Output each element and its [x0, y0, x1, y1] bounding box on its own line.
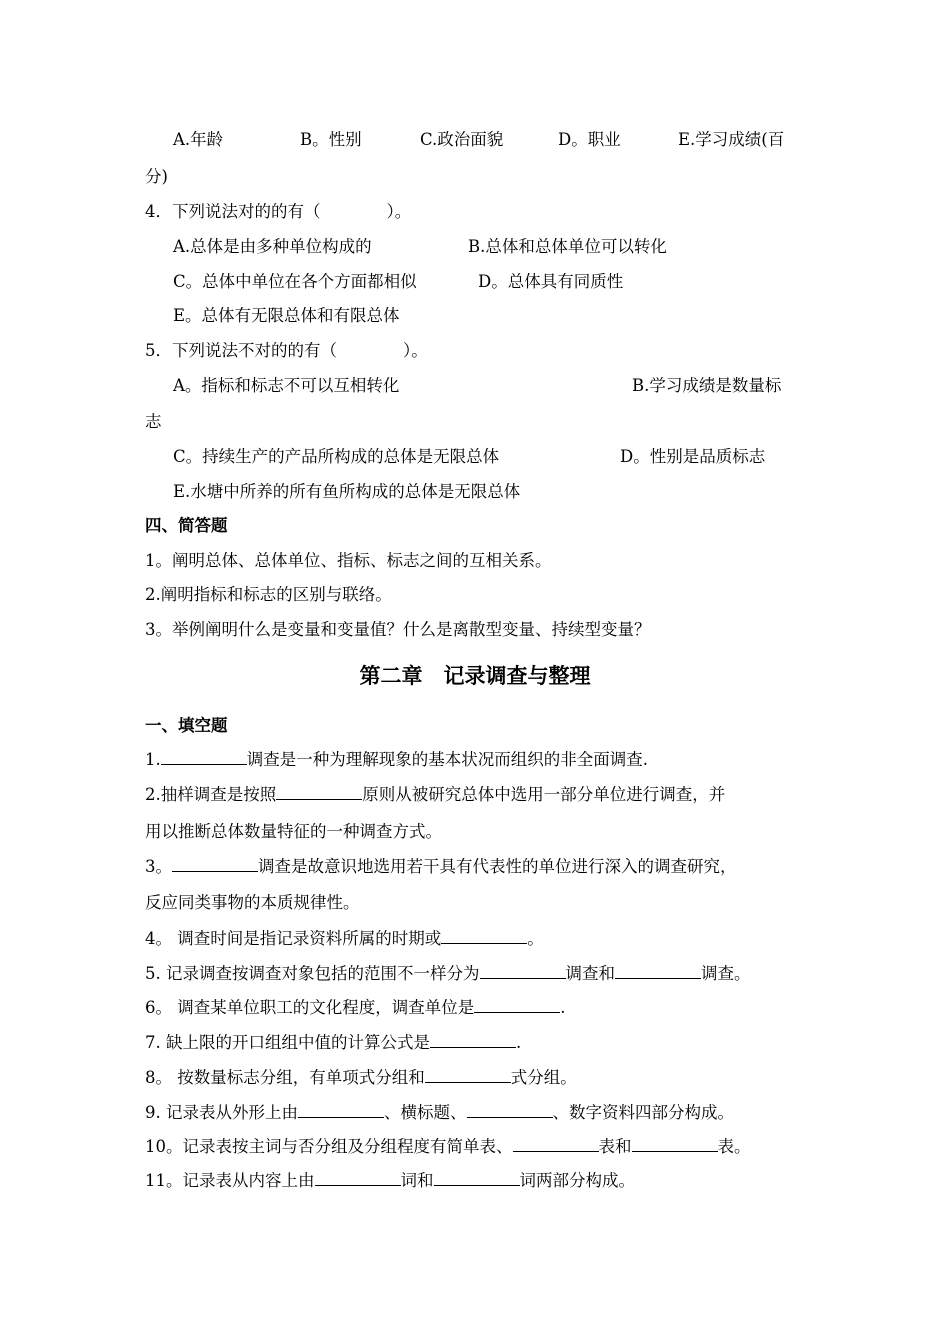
fill-item-10-pre: 10。记录表按主词与否分组及分组程度有简单表、 — [145, 1137, 513, 1156]
fill-item-7-pre: 7. 缺上限的开口组组中值的计算公式是 — [145, 1033, 430, 1052]
fill-item-2-cont: 用以推断总体数量特征的一种调查方式。 — [145, 822, 442, 841]
fill-item-9-post: 、数字资料四部分构成。 — [552, 1103, 734, 1122]
fill-item-11-post: 词两部分构成。 — [519, 1171, 635, 1190]
answer-blank[interactable] — [474, 998, 560, 1013]
fill-item-5-post: 调查。 — [701, 964, 751, 983]
answer-blank[interactable] — [434, 1171, 520, 1186]
q5-option-b-cont: 志 — [145, 412, 162, 431]
fill-item-2-post: 原则从被研究总体中选用一部分单位进行调查，并 — [362, 785, 726, 804]
fill-item-5-mid: 调查和 — [565, 964, 615, 983]
fill-item-4 — [145, 925, 544, 949]
q4-option-b: B.总体和总体单位可以转化 — [468, 237, 667, 256]
fill-item-1-post: 调查是一种为理解现象的基本状况而组织的非全面调查. — [246, 750, 648, 769]
fill-item-6 — [145, 994, 566, 1018]
fill-item-7 — [145, 1029, 521, 1053]
fill-item-3-pre: 3。 — [145, 857, 172, 876]
fill-item-1-pre: 1. — [145, 750, 161, 769]
q5-option-e: E.水塘中所养的所有鱼所构成的总体是无限总体 — [173, 482, 521, 501]
q4-option-e: E。总体有无限总体和有限总体 — [173, 306, 400, 325]
fill-item-9-pre: 9. 记录表从外形上由 — [145, 1103, 298, 1122]
section4-q2: 2.阐明指标和标志的区别与联络。 — [145, 585, 392, 604]
q5-option-a: A。指标和标志不可以互相转化 — [173, 376, 400, 395]
fill-item-6-pre: 6。 调查某单位职工的文化程度，调查单位是 — [145, 998, 475, 1017]
fill-item-6-post: . — [560, 998, 566, 1017]
q3-option-c: C.政治面貌 — [420, 130, 504, 149]
fill-item-8-post: 式分组。 — [510, 1068, 577, 1087]
chapter-title: 第二章 记录调查与整理 — [359, 663, 591, 688]
section4-q3: 3。举例阐明什么是变量和变量值？什么是离散型变量、持续型变量？ — [145, 620, 651, 639]
q4-option-d: D。总体具有同质性 — [478, 272, 624, 291]
section4-title: 四、简答题 — [145, 516, 228, 535]
fill-item-5 — [145, 960, 751, 984]
answer-blank[interactable] — [615, 964, 701, 979]
fill-item-1 — [145, 746, 648, 770]
answer-blank[interactable] — [441, 929, 527, 944]
q5-option-c: C。持续生产的产品所构成的总体是无限总体 — [173, 447, 500, 466]
fill-item-7-post: . — [516, 1033, 522, 1052]
answer-blank[interactable] — [513, 1137, 599, 1152]
answer-blank[interactable] — [425, 1068, 511, 1083]
fill-item-10 — [145, 1133, 751, 1157]
q5-stem: 5．下列说法不对的的有（ ）。 — [145, 341, 428, 360]
fill-item-5-pre: 5. 记录调查按调查对象包括的范围不一样分为 — [145, 964, 480, 983]
fill-item-10-mid: 表和 — [598, 1137, 632, 1156]
fill-item-11-pre: 11。记录表从内容上由 — [145, 1171, 315, 1190]
fill-item-8-pre: 8。 按数量标志分组，有单项式分组和 — [145, 1068, 425, 1087]
q5-option-d: D。性别是品质标志 — [620, 447, 766, 466]
fill-item-8 — [145, 1064, 577, 1088]
fill-item-3-post: 调查是故意识地选用若干具有代表性的单位进行深入的调查研究， — [258, 857, 737, 876]
q4-option-a: A.总体是由多种单位构成的 — [173, 237, 372, 256]
fill-item-3 — [145, 853, 737, 877]
answer-blank[interactable] — [430, 1033, 516, 1048]
q3-option-b: B。性别 — [300, 130, 362, 149]
answer-blank[interactable] — [276, 785, 362, 800]
q5-option-b: B.学习成绩是数量标 — [632, 376, 782, 395]
q3-option-e-cont: 分) — [145, 167, 168, 186]
fill-item-4-pre: 4。 调查时间是指记录资料所属的时期或 — [145, 929, 442, 948]
fill-item-4-post: 。 — [527, 929, 544, 948]
fill-item-2 — [145, 781, 725, 805]
answer-blank[interactable] — [632, 1137, 718, 1152]
answer-blank[interactable] — [172, 857, 258, 872]
fill-in-section-title: 一、填空题 — [145, 716, 228, 735]
q3-option-e: E.学习成绩(百 — [678, 130, 785, 149]
fill-item-2-pre: 2.抽样调查是按照 — [145, 785, 277, 804]
q3-option-a: A.年龄 — [173, 130, 224, 149]
answer-blank[interactable] — [161, 750, 247, 765]
fill-item-3-cont: 反应同类事物的本质规律性。 — [145, 893, 360, 912]
q3-option-d: D。职业 — [558, 130, 621, 149]
answer-blank[interactable] — [298, 1103, 384, 1118]
answer-blank[interactable] — [467, 1103, 553, 1118]
fill-item-9 — [145, 1099, 734, 1123]
answer-blank[interactable] — [315, 1171, 401, 1186]
section4-q1: 1。阐明总体、总体单位、指标、标志之间的互相关系。 — [145, 551, 552, 570]
q4-stem: 4．下列说法对的的有（ ）。 — [145, 202, 412, 221]
q4-option-c: C。总体中单位在各个方面都相似 — [173, 272, 417, 291]
fill-item-9-mid: 、横标题、 — [384, 1103, 467, 1122]
fill-item-11 — [145, 1167, 635, 1191]
fill-item-10-post: 表。 — [717, 1137, 751, 1156]
answer-blank[interactable] — [480, 964, 566, 979]
fill-item-11-mid: 词和 — [400, 1171, 434, 1190]
